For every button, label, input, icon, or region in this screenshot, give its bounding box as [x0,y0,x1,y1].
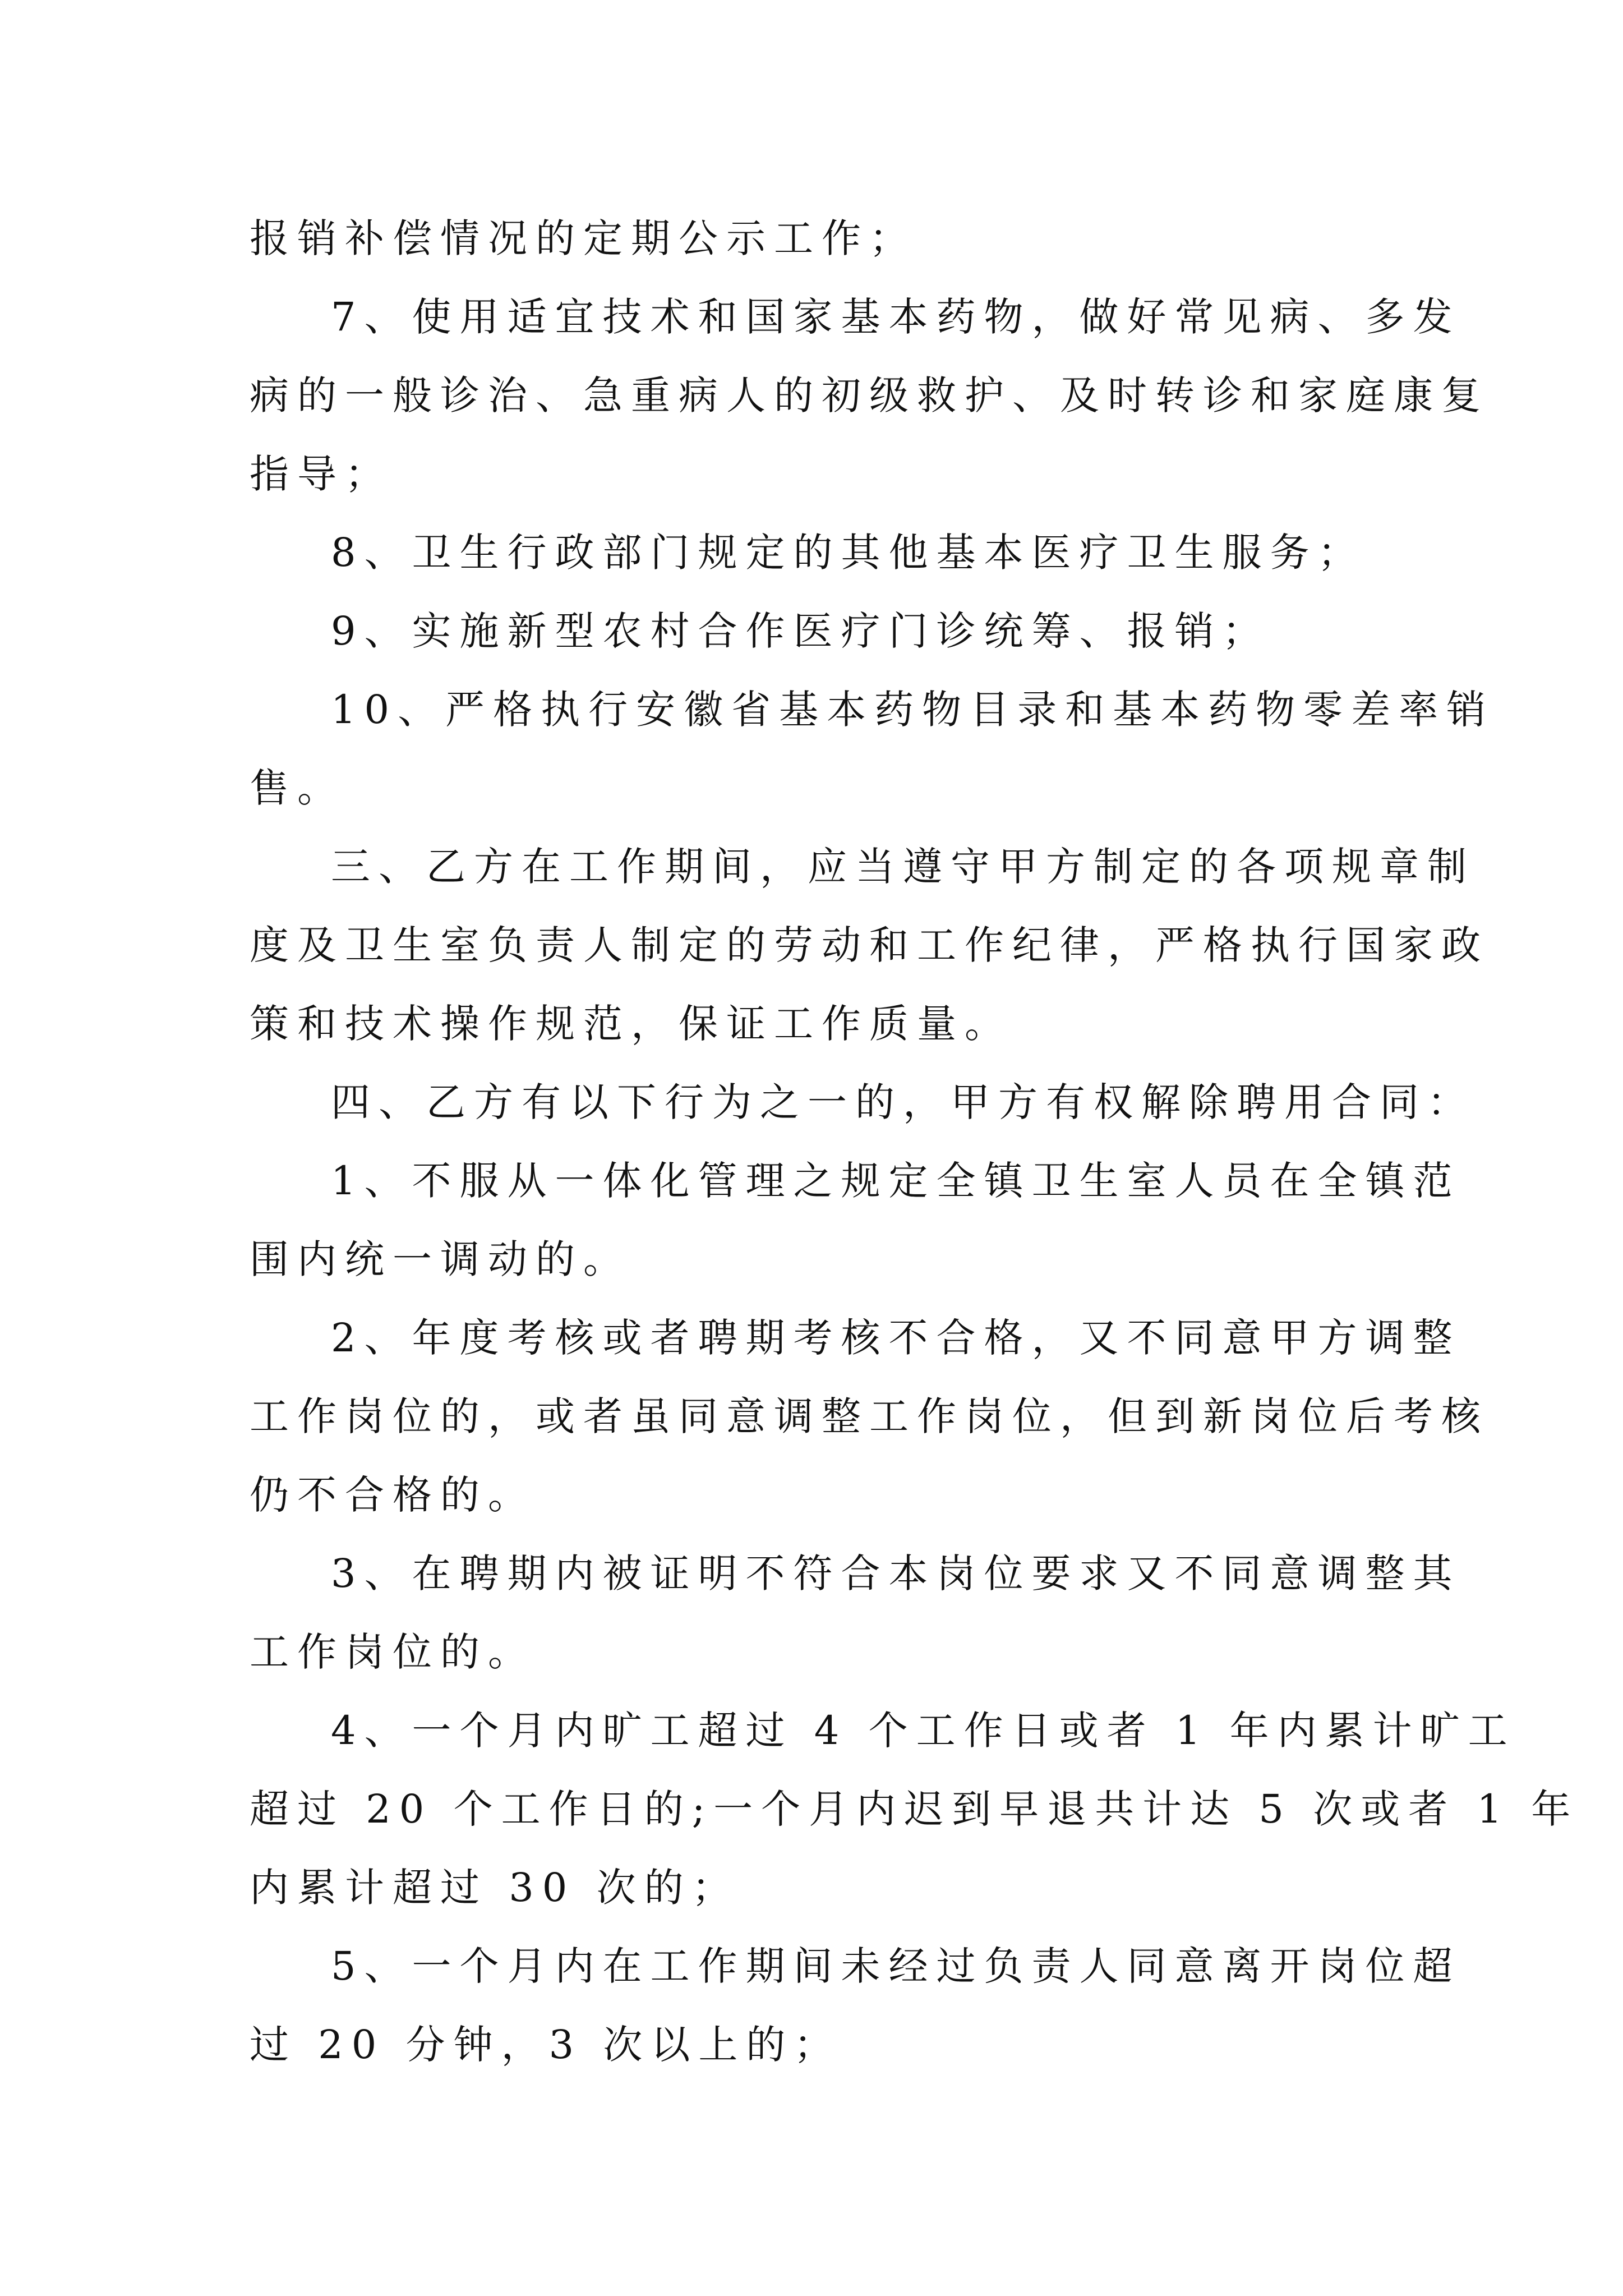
text-line: 仍不合格的。 [250,1472,536,1518]
text-line: 四、乙方有以下行为之一的，甲方有权解除聘用合同： [331,1079,1475,1125]
text-line: 5、一个月内在工作期间未经过负责人同意离开岗位超 [331,1943,1461,1989]
text-line: 策和技术操作规范，保证工作质量。 [250,1001,1012,1047]
text-line: 8、卫生行政部门规定的其他基本医疗卫生服务； [331,530,1366,576]
text-line: 工作岗位的。 [250,1629,536,1675]
text-line: 1、不服从一体化管理之规定全镇卫生室人员在全镇范 [331,1158,1461,1204]
text-line: 内累计超过 30 次的； [250,1865,740,1911]
text-line: 度及卫生室负责人制定的劳动和工作纪律，严格执行国家政 [250,922,1489,968]
text-line: 4、一个月内旷工超过 4 个工作日或者 1 年内累计旷工 [331,1708,1516,1754]
text-line: 病的一般诊治、急重病人的初级救护、及时转诊和家庭康复 [250,372,1489,418]
text-line: 2、年度考核或者聘期考核不合格，又不同意甲方调整 [331,1315,1461,1361]
text-line: 工作岗位的，或者虽同意调整工作岗位，但到新岗位后考核 [250,1393,1489,1439]
text-line: 9、实施新型农村合作医疗门诊统筹、报销； [331,608,1270,654]
text-line: 售。 [250,765,345,811]
text-line: 超过 20 个工作日的;一个月内迟到早退共计达 5 次或者 1 年 [250,1786,1579,1832]
text-line: 三、乙方在工作期间，应当遵守甲方制定的各项规章制 [331,844,1475,890]
text-line: 10、严格执行安徽省基本药物目录和基本药物零差率销 [331,687,1495,733]
text-line: 围内统一调动的。 [250,1236,631,1282]
text-line: 指导； [250,451,393,497]
text-line: 报销补偿情况的定期公示工作； [250,215,917,261]
text-line: 7、使用适宜技术和国家基本药物，做好常见病、多发 [331,294,1461,340]
text-line: 3、在聘期内被证明不符合本岗位要求又不同意调整其 [331,1550,1461,1596]
text-line: 过 20 分钟，3 次以上的； [250,2022,842,2068]
